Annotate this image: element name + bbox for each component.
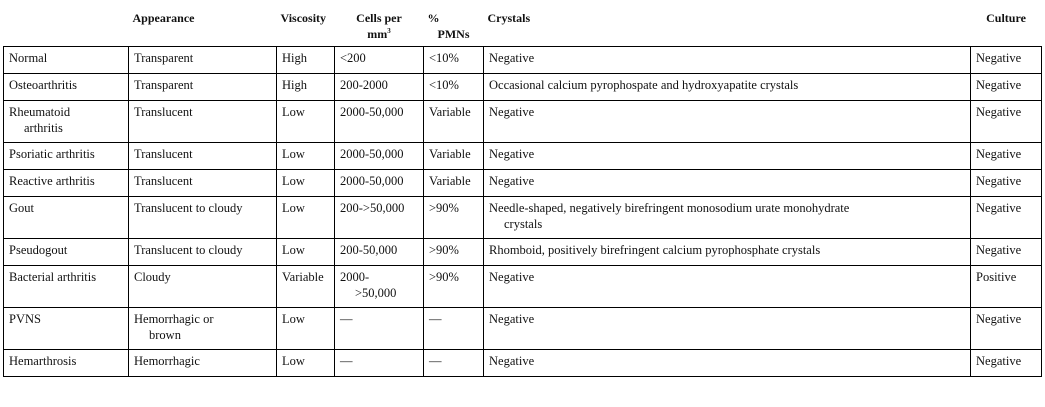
header-culture: Culture <box>986 11 1026 25</box>
cell-crystals: Negative <box>484 143 971 170</box>
cell-cells: — <box>335 308 424 350</box>
cell-crystals: Negative <box>484 101 971 143</box>
cell-cells: 200-2000 <box>335 74 424 101</box>
synovial-fluid-table <box>3 8 1042 377</box>
appearance-text: Transparent <box>134 51 194 65</box>
table-row <box>4 143 1042 170</box>
header-pmn-line2: PMNs <box>437 27 470 41</box>
crystals-text-cont: crystals <box>504 217 543 231</box>
cell-cells: 2000-50,000 <box>335 170 424 197</box>
cell-condition: Psoriatic arthritis <box>4 143 129 170</box>
cell-condition: Gout <box>4 197 129 239</box>
header-cells <box>335 8 424 47</box>
cell-culture: Negative <box>971 170 1042 197</box>
cell-cells: 200->50,000 <box>335 197 424 239</box>
cell-crystals <box>484 197 971 239</box>
cell-pmn: Variable <box>424 101 484 143</box>
cell-viscosity: Low <box>277 308 335 350</box>
cell-condition: PVNS <box>4 308 129 350</box>
cell-pmn: >90% <box>424 239 484 266</box>
table-row <box>4 170 1042 197</box>
cell-viscosity: Variable <box>277 266 335 308</box>
crystals-text: Needle-shaped, negatively birefringent monosodium urate monohydrate <box>489 201 850 215</box>
cell-appearance: Translucent to cloudy <box>129 239 277 266</box>
cell-condition: Osteoarthritis <box>4 74 129 101</box>
table-row <box>4 47 1042 74</box>
header-cells-line2: mm <box>367 27 388 41</box>
cell-condition <box>4 47 129 74</box>
cell-viscosity: Low <box>277 170 335 197</box>
header-pmn <box>424 8 484 47</box>
cell-culture: Positive <box>971 266 1042 308</box>
cell-culture: Negative <box>971 197 1042 239</box>
cell-crystals: Occasional calcium pyrophospate and hydroxyapatite crystals <box>484 74 971 101</box>
cells-text-cont: >50,000 <box>355 286 397 300</box>
header-condition <box>4 8 129 47</box>
header-cells-line1: Cells per <box>356 11 402 25</box>
cell-appearance: Cloudy <box>129 266 277 308</box>
cells-text: 2000- <box>340 270 370 284</box>
header-row <box>4 8 1042 47</box>
cell-appearance: Translucent <box>129 170 277 197</box>
cell-cells: 2000-50,000 <box>335 143 424 170</box>
table-row <box>4 74 1042 101</box>
header-crystals: Crystals <box>487 11 531 25</box>
condition-text: Normal <box>9 51 48 65</box>
cell-crystals: Rhomboid, positively birefringent calcium pyrophosphate crystals <box>484 239 971 266</box>
cell-culture: Negative <box>971 239 1042 266</box>
header-viscosity: Viscosity <box>280 11 327 25</box>
cell-crystals: Negative <box>484 308 971 350</box>
cell-cells: 200-50,000 <box>335 239 424 266</box>
cell-crystals: Negative <box>484 170 971 197</box>
cell-viscosity: Low <box>277 350 335 377</box>
cell-culture: Negative <box>971 350 1042 377</box>
cell-appearance: Translucent <box>129 143 277 170</box>
cell-pmn: — <box>424 350 484 377</box>
cell-culture: Negative <box>971 143 1042 170</box>
cell-appearance: Translucent <box>129 101 277 143</box>
appearance-text: Hemorrhagic or <box>134 312 214 326</box>
cell-cells: 2000-50,000 <box>335 101 424 143</box>
table-row <box>4 308 1042 350</box>
cell-pmn: <10% <box>424 74 484 101</box>
cell-appearance: Hemorrhagic <box>129 350 277 377</box>
cell-viscosity: Low <box>277 197 335 239</box>
cell-viscosity: Low <box>277 143 335 170</box>
cell-appearance <box>129 47 277 74</box>
cell-pmn: — <box>424 308 484 350</box>
table-row <box>4 239 1042 266</box>
cell-pmn: >90% <box>424 197 484 239</box>
cell-viscosity: High <box>277 74 335 101</box>
cell-cells: — <box>335 350 424 377</box>
cell-viscosity: Low <box>277 101 335 143</box>
cell-appearance: Translucent to cloudy <box>129 197 277 239</box>
cell-cells: <200 <box>335 47 424 74</box>
cell-condition <box>4 101 129 143</box>
cell-viscosity: High <box>277 47 335 74</box>
cell-culture: Negative <box>971 101 1042 143</box>
cell-condition: Hemarthrosis <box>4 350 129 377</box>
cell-appearance: Transparent <box>129 74 277 101</box>
cell-crystals: Negative <box>484 266 971 308</box>
condition-text-cont: arthritis <box>24 121 63 135</box>
cell-viscosity: Low <box>277 239 335 266</box>
header-cells-sup: 3 <box>387 27 391 35</box>
cell-culture: Negative <box>971 47 1042 74</box>
appearance-text-cont: brown <box>149 328 181 342</box>
cell-condition: Reactive arthritis <box>4 170 129 197</box>
cell-pmn: >90% <box>424 266 484 308</box>
cell-condition: Pseudogout <box>4 239 129 266</box>
cell-crystals: Negative <box>484 350 971 377</box>
table-row <box>4 197 1042 239</box>
table-row <box>4 266 1042 308</box>
condition-text: Rheumatoid <box>9 105 71 119</box>
cell-culture: Negative <box>971 308 1042 350</box>
cell-pmn: Variable <box>424 143 484 170</box>
cell-appearance <box>129 308 277 350</box>
header-pmn-line1: % <box>427 11 440 25</box>
table-row <box>4 101 1042 143</box>
cell-pmn: <10% <box>424 47 484 74</box>
header-appearance: Appearance <box>132 11 195 25</box>
cell-crystals: Negative <box>484 47 971 74</box>
table-row <box>4 350 1042 377</box>
cell-condition: Bacterial arthritis <box>4 266 129 308</box>
cell-pmn: Variable <box>424 170 484 197</box>
cell-cells <box>335 266 424 308</box>
cell-culture: Negative <box>971 74 1042 101</box>
